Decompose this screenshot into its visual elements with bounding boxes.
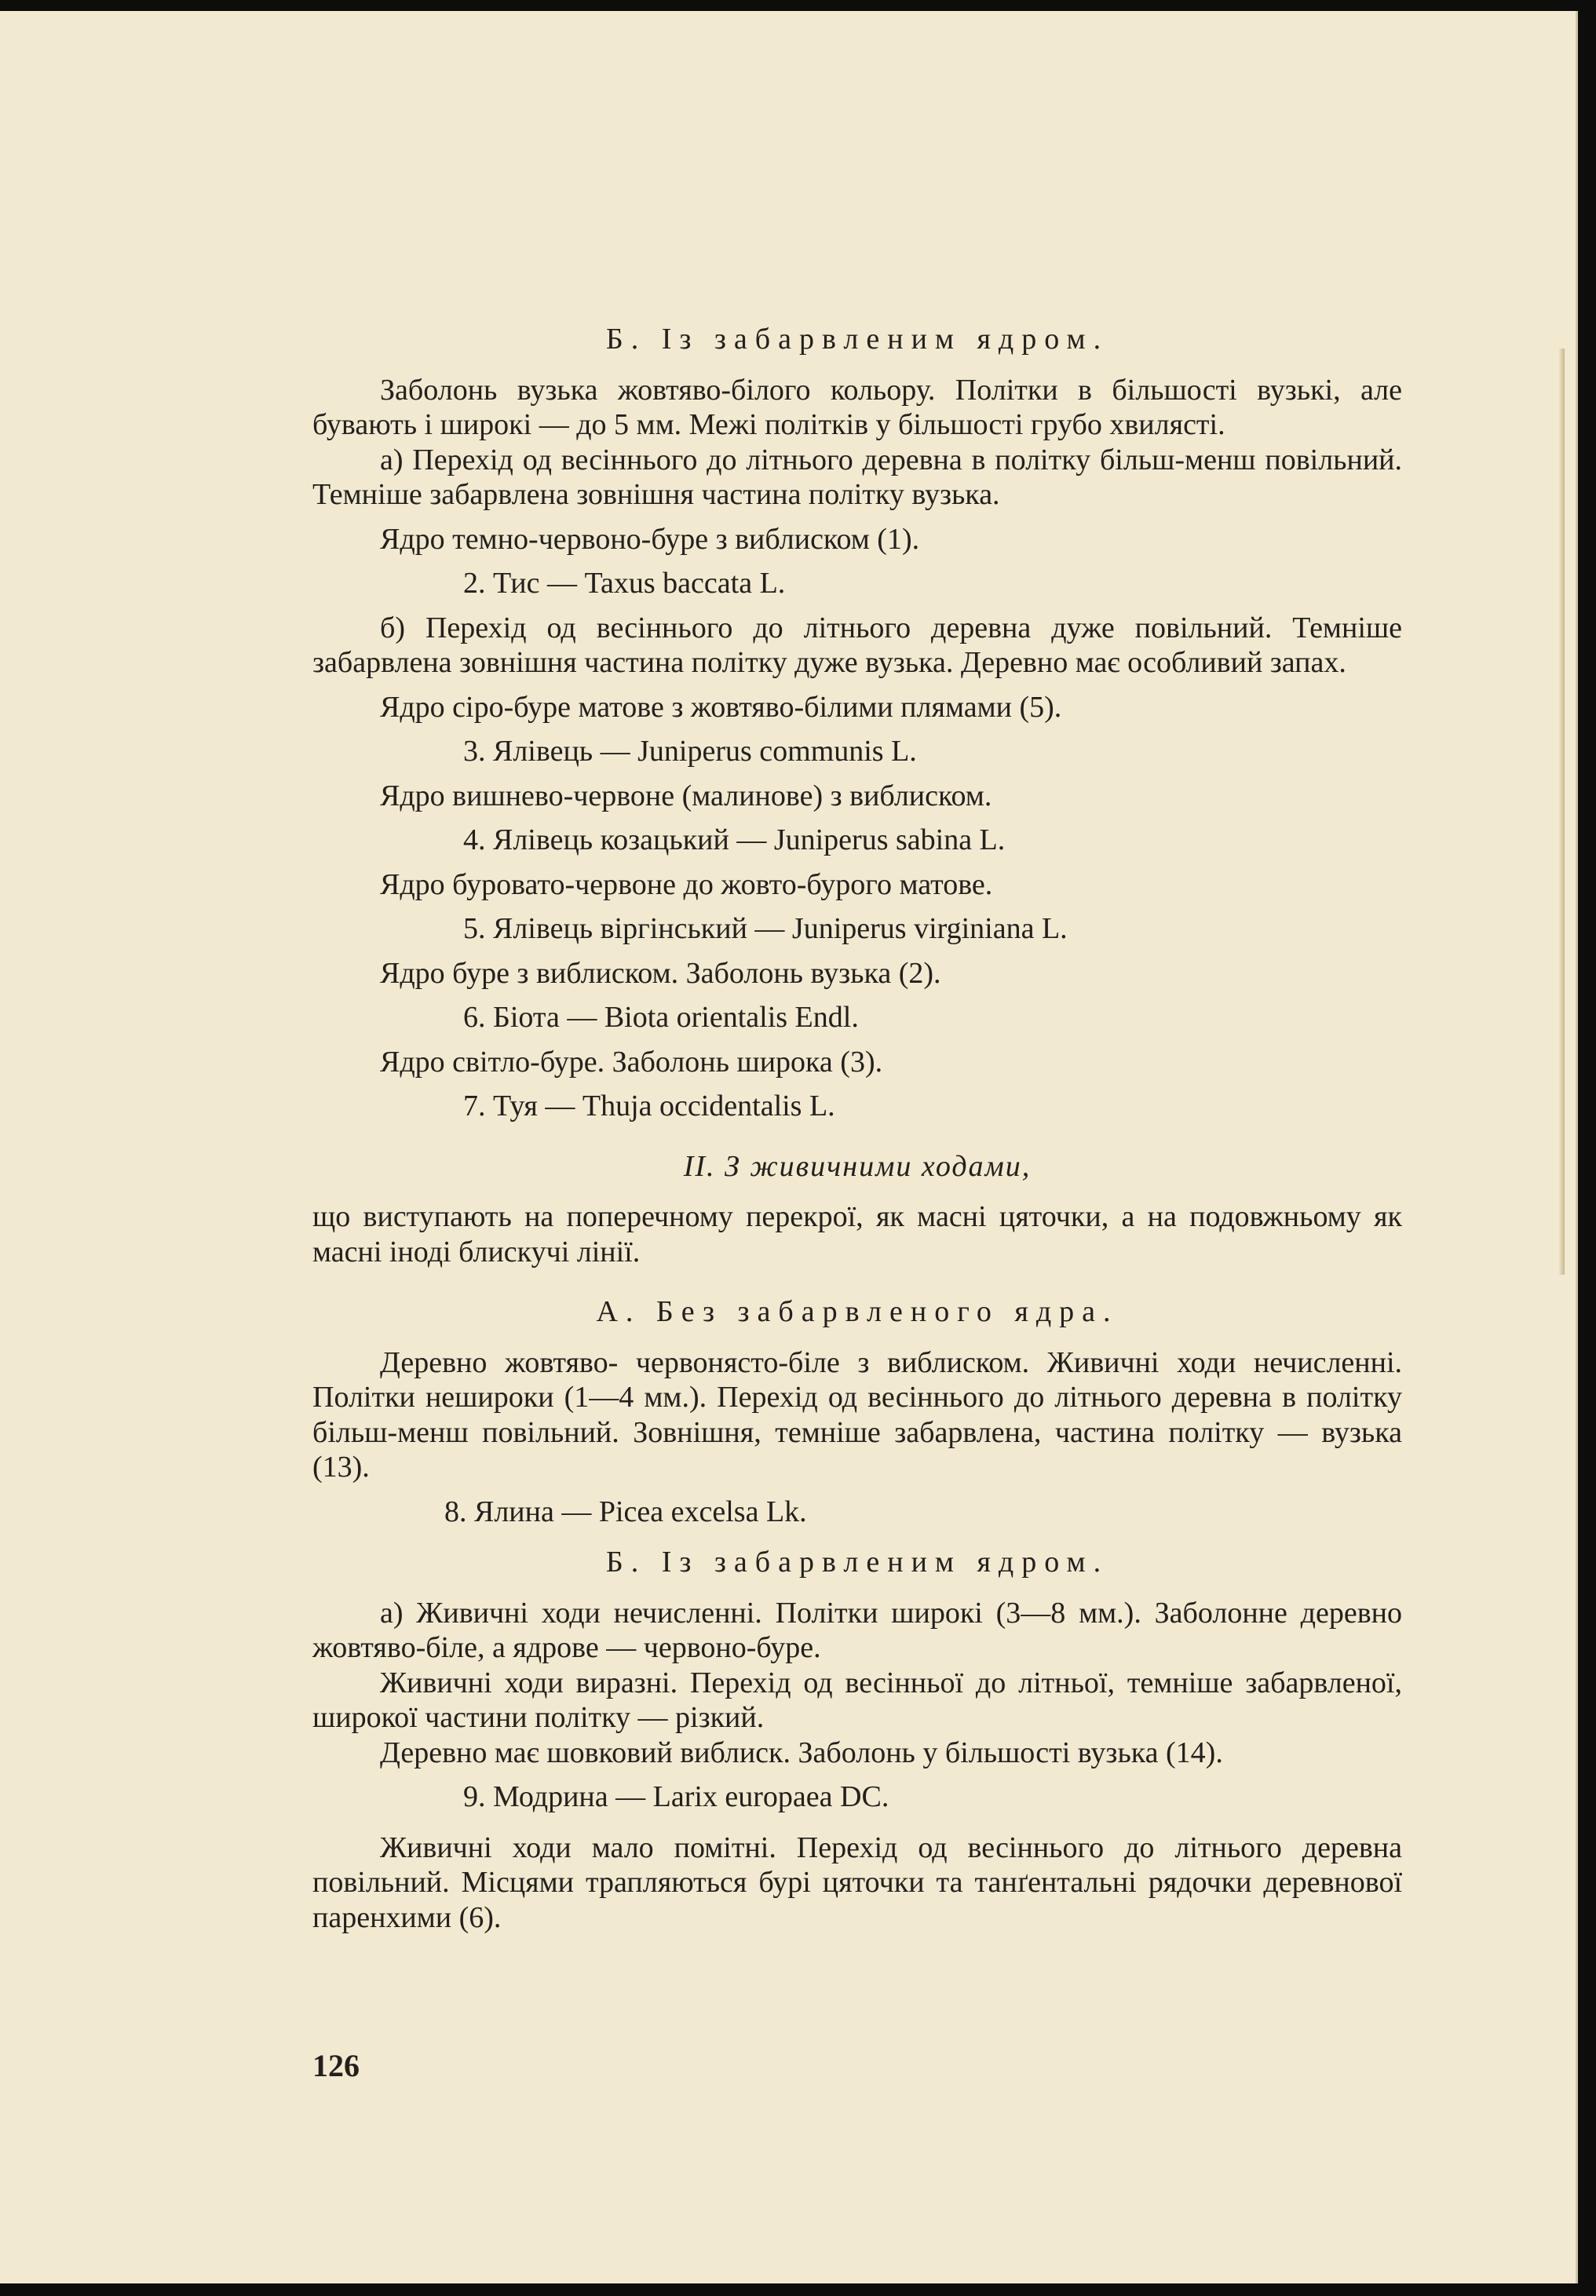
paragraph: Ядро світло-буре. Заболонь широка (3). <box>380 1045 883 1079</box>
page-number: 126 <box>312 2048 360 2083</box>
paragraph: Ядро буровато-червоне до жовто-бурого матове. <box>380 867 993 901</box>
book-page <box>0 11 1578 2283</box>
paragraph: Живичні ходи виразні. Перехід од весінньої до літньої, темніше забарвленої, широкої частини політку — різкий. <box>312 1666 1402 1734</box>
paragraph: Ядро сіро-буре матове з жовтяво-білими плямами (5). <box>380 690 1062 724</box>
section-heading: Б. Із забарвленим ядром. <box>605 1546 1109 1579</box>
paragraph: а) Живичні ходи нечисленні. Політки широкі (3—8 мм.). Заболонне деревно жовтяво-біле, а ядрове — червоно-буре. <box>312 1596 1402 1664</box>
paragraph: б) Перехід од весіннього до літнього деревна дуже повільний. Темніше забарвлена зовнішня частина політку дуже вузька. Деревно має особливий запах. <box>312 611 1402 679</box>
species-entry: 6. Біота — Biota orientalis Endl. <box>463 1001 859 1034</box>
species-entry: 3. Ялівець — Juniperus communis L. <box>463 735 917 768</box>
page-text <box>312 322 1402 1935</box>
paragraph: Заболонь вузька жовтяво-білого кольору. Політки в більшості вузькі, але бувають і широкі — до 5 мм. Межі політків у більшості грубо хвилясті. <box>312 373 1402 441</box>
paragraph: Ядро буре з виблиском. Заболонь вузька (2). <box>380 956 941 990</box>
paragraph: Деревно жовтяво- червонясто-біле з виблиском. Живичні ходи нечисленні. Політки нешироки (1—4 мм.). Перехід од весіннього до літнього деревна в політку більш-менш повільний. Зовнішня, темніше забарвлена, частина політку — вузька (13). <box>312 1345 1402 1484</box>
paragraph: Деревно має шовковий виблиск. Заболонь у більшості вузька (14). <box>380 1736 1223 1769</box>
section-heading: Б. Із забарвленим ядром. <box>605 323 1109 356</box>
section-heading: А. Без забарвленого ядра. <box>596 1295 1119 1328</box>
paragraph: а) Перехід од весіннього до літнього деревна в політку більш-менш повільний. Темніше забарвлена зовнішня частина політку вузька. <box>312 443 1402 511</box>
paragraph: Живичні ходи мало помітні. Перехід од весіннього до літнього деревна повільний. Місцями трапляються бурі цяточки та танґентальні рядочки деревнової паренхими (6). <box>312 1831 1402 1934</box>
species-entry: 2. Тис — Taxus baccata L. <box>463 567 786 600</box>
paragraph: Ядро вишнево-червоне (малинове) з виблиском. <box>380 779 992 812</box>
paragraph: Ядро темно-червоно-буре з виблиском (1). <box>380 522 920 556</box>
species-entry: 4. Ялівець козацький — Juniperus sabina L. <box>463 823 1006 856</box>
paragraph: що виступають на поперечному перекрої, як масні цяточки, а на подовжньому як масні іноді блискучі лінії. <box>312 1200 1402 1268</box>
section-heading: II. З живичними ходами, <box>683 1149 1032 1183</box>
species-entry: 5. Ялівець віргінський — Juniperus virginiana L. <box>463 912 1068 945</box>
species-entry: 9. Модрина — Larix europaea DC. <box>463 1780 889 1813</box>
species-entry: 8. Ялина — Picea excelsa Lk. <box>444 1495 807 1528</box>
species-entry: 7. Туя — Thuja occidentalis L. <box>463 1090 835 1122</box>
